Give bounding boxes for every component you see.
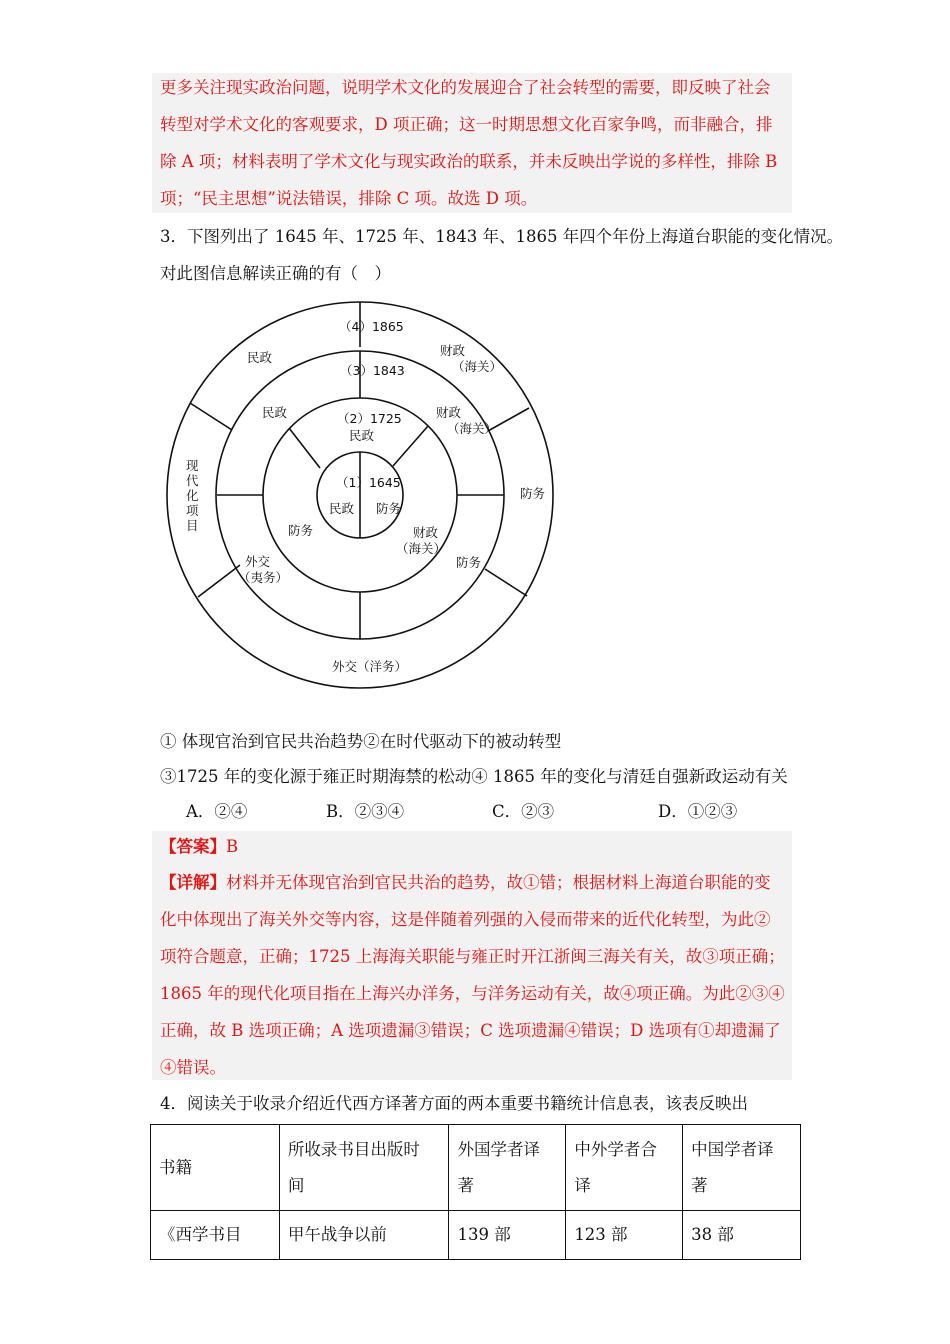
label-1725-finance: 财政	[436, 405, 462, 420]
q3-option-a: A．②④	[186, 802, 248, 821]
answer-label: 【答案】	[160, 837, 226, 856]
explain-label: 【详解】	[160, 873, 226, 892]
label-1725-defense: 防务	[288, 523, 314, 538]
label-1725: （2）1725	[337, 411, 402, 426]
header-joint-translation: 中外学者合 译	[566, 1125, 683, 1211]
label-1645: （1）1645	[336, 475, 401, 490]
q3-statement-2: ③1725 年的变化源于雍正时期海禁的松动④ 1865 年的变化与清廷自强新政运动有关	[160, 767, 788, 786]
label-1865-modernization-2: 代	[186, 473, 199, 488]
q3-answer	[160, 837, 238, 857]
header-publish-time: 所收录书目出版时 间	[279, 1125, 449, 1211]
label-1843-defense: 防务	[456, 555, 482, 570]
q3-stem-line-2: 对此图信息解读正确的有（ ）	[160, 264, 391, 283]
cell-publish-time: 甲午战争以前	[279, 1211, 449, 1260]
q3-stem-line-1: 3．下图列出了 1645 年、1725 年、1843 年、1865 年四个年份上海道台职能的变化情况。	[160, 227, 844, 246]
q2-answer-line-4: 项；“民主思想”说法错误，排除 C 项。故选 D 项。	[160, 189, 538, 208]
q4-stem: 4．阅读关于收录介绍近代西方译著方面的两本重要书籍统计信息表，该表反映出	[160, 1094, 748, 1113]
table-row	[151, 1211, 801, 1260]
header-foreign-scholars: 外国学者译 著	[449, 1125, 566, 1211]
label-1865-customs: （海关）	[452, 359, 503, 374]
q2-answer-line-3: 除 A 项；材料表明了学术文化与现实政治的联系，并未反映出学说的多样性，排除 B	[160, 152, 778, 171]
label-1843: （3）1843	[340, 363, 405, 378]
q2-answer-line-2: 转型对学术文化的客观要求，D 项正确；这一时期思想文化百家争鸣，而非融合，排	[160, 115, 773, 134]
label-1725-finance-b: 财政	[413, 525, 439, 540]
q2-answer-line-1: 更多关注现实政治问题，说明学术文化的发展迎合了社会转型的需要，即反映了社会	[160, 78, 771, 97]
table-header-row	[151, 1125, 801, 1211]
label-1843-diplomacy: 外交	[245, 554, 271, 569]
label-1843-civil: 民政	[262, 405, 288, 420]
label-1865-modernization-1: 现	[186, 458, 199, 473]
q3-explain-line-1	[160, 873, 771, 893]
label-1865: （4）1865	[339, 319, 404, 334]
q3-explain-line-5: 正确，故 B 选项正确；A 选项遗漏③错误；C 选项遗漏④错误；D 选项有①却遗漏了	[160, 1021, 781, 1040]
label-1865-defense: 防务	[520, 486, 546, 501]
q3-explain-line-6: ④错误。	[160, 1058, 226, 1077]
cell-book: 《西学书目	[151, 1211, 280, 1260]
q3-option-b: B．②③④	[326, 802, 405, 821]
label-1865-finance: 财政	[440, 343, 466, 358]
header-book: 书籍	[151, 1125, 280, 1211]
label-1645-defense: 防务	[376, 501, 402, 516]
translation-stats-table	[150, 1124, 801, 1260]
explain-text-1: 材料并无体现官治到官民共治的趋势，故①错；根据材料上海道台职能的变	[226, 873, 771, 892]
label-1865-diplomacy: 外交（洋务）	[332, 659, 408, 674]
q3-explain-line-4: 1865 年的现代化项目指在上海兴办洋务，与洋务运动有关，故④项正确。为此②③④	[160, 984, 785, 1003]
cell-foreign: 139 部	[449, 1211, 566, 1260]
label-1865-modernization-5: 目	[186, 518, 199, 533]
q3-option-c: C．②③	[492, 802, 555, 821]
shanghai-daotai-function-diagram	[160, 295, 560, 695]
label-1725-customs: （海关）	[447, 421, 498, 436]
q3-statement-1: ① 体现官治到官民共治趋势②在时代驱动下的被动转型	[160, 732, 562, 751]
cell-joint: 123 部	[566, 1211, 683, 1260]
q3-option-d: D．①②③	[658, 802, 738, 821]
label-1725-civil: 民政	[349, 428, 375, 443]
label-1725-customs-b: （海关）	[396, 541, 447, 556]
cell-chinese: 38 部	[683, 1211, 801, 1260]
label-1645-civil: 民政	[329, 501, 355, 516]
header-chinese-scholars: 中国学者译 著	[683, 1125, 801, 1211]
label-1865-modernization-3: 化	[186, 488, 199, 503]
label-1843-yiwu: （夷务）	[238, 570, 289, 585]
label-1865-modernization-4: 项	[186, 503, 199, 518]
answer-value: B	[226, 837, 239, 856]
label-1865-civil: 民政	[247, 350, 273, 365]
q3-explain-line-3: 项符合题意，正确；1725 上海海关职能与雍正时开江浙闽三海关有关，故③项正确；	[160, 947, 785, 966]
q3-explain-line-2: 化中体现出了海关外交等内容，这是伴随着列强的入侵而带来的近代化转型，为此②	[160, 910, 771, 929]
